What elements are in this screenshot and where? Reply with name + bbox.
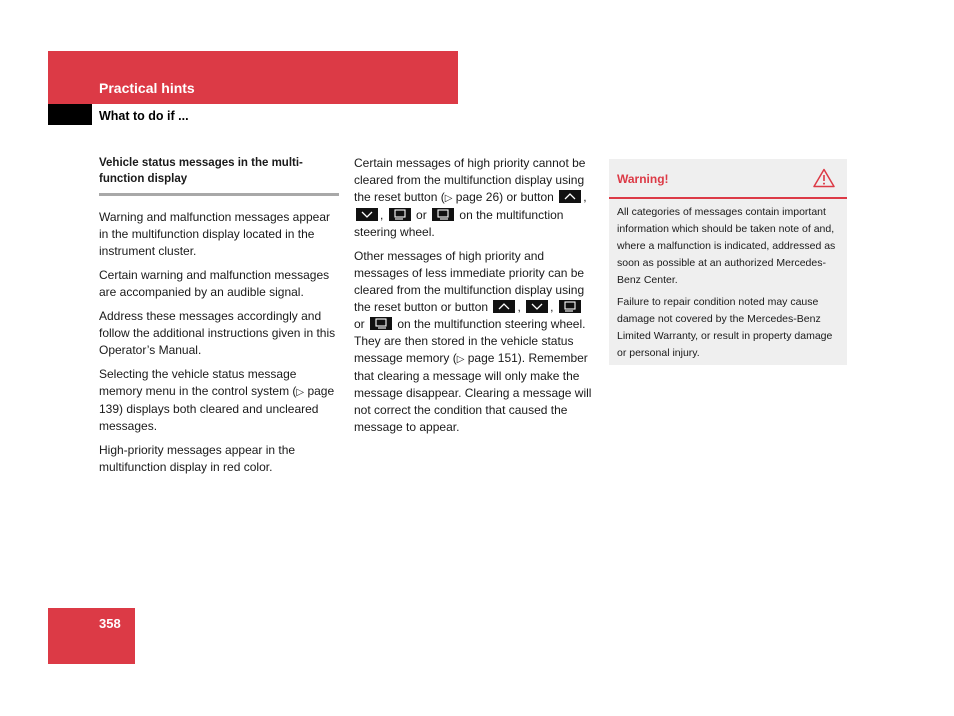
page-back-button-icon [389,208,411,221]
section-marker-tab [48,104,92,125]
paragraph: Address these messages accordingly and follow the additional instructions given in this Operator’s Manual. [99,309,336,357]
text: on the multifunction steering wheel. [354,208,564,239]
page-ref-arrow-icon: ▷ [444,193,453,204]
column-1 [99,155,339,483]
header-band [48,51,458,104]
warning-triangle-icon [813,168,835,193]
vehicle-status-heading: Vehicle status messages in the multi-function display [99,155,339,196]
text: on the multifunction steering wheel. They are then stored in the vehicle status message memory ( [354,317,586,365]
separator: , [550,300,554,314]
warning-box [609,159,847,365]
text: or [416,208,427,222]
text: page 151). Remember that clearing a message will only make the message disappear. Clearing a message will not correct the condition that caused the message to appear. [354,351,592,434]
arrow-down-button-icon [356,208,378,221]
page-ref-arrow-icon: ▷ [296,387,305,398]
warning-body [609,199,847,362]
warning-paragraph: Failure to repair condition noted may cause damage not covered by the Mercedes-Benz Limited Warranty, or result in property damage or personal injury. [617,296,833,359]
paragraph: Certain warning and malfunction messages are accompanied by an audible signal. [99,268,330,299]
text: page 139) displays both cleared and uncleared messages. [99,384,335,433]
text: Other messages of high priority and messages of less immediate priority can be cleared from the multifunction display using the reset button or button [354,249,585,314]
warning-paragraph: All categories of messages contain important information which should be taken note of and, where a malfunction is indicated, addressed as soon as possible at an authorized Mercedes-Benz Center. [617,206,836,286]
arrow-down-button-icon [526,300,548,313]
text: or [354,317,365,331]
page-number-tab [48,608,135,664]
page-back-button-icon [559,300,581,313]
page-ref-arrow-icon: ▷ [456,354,465,365]
paragraph: High-priority messages appear in the multifunction display in red color. [99,443,296,474]
subsection-title: What to do if ... [99,109,189,123]
paragraph [354,155,596,241]
paragraph [99,366,339,435]
separator: , [380,208,384,222]
warning-header [609,159,847,199]
warning-label: Warning! [617,172,669,186]
text: Certain messages of high priority cannot be cleared from the multifunction display using the reset button ( [354,156,586,204]
arrow-up-button-icon [493,300,515,313]
paragraph: Warning and malfunction messages appear in the multifunction display located in the instrument cluster. [99,210,331,258]
arrow-up-button-icon [559,190,581,203]
separator: , [517,300,521,314]
page-number: 358 [99,616,121,631]
text: Selecting the vehicle status message memory menu in the control system ( [99,367,297,398]
section-title: Practical hints [99,80,195,96]
paragraph [354,248,596,436]
separator: , [583,190,587,204]
page-forward-button-icon [432,208,454,221]
page-forward-button-icon [370,317,392,330]
text: page 26) or button [452,190,554,204]
column-2 [354,155,596,443]
